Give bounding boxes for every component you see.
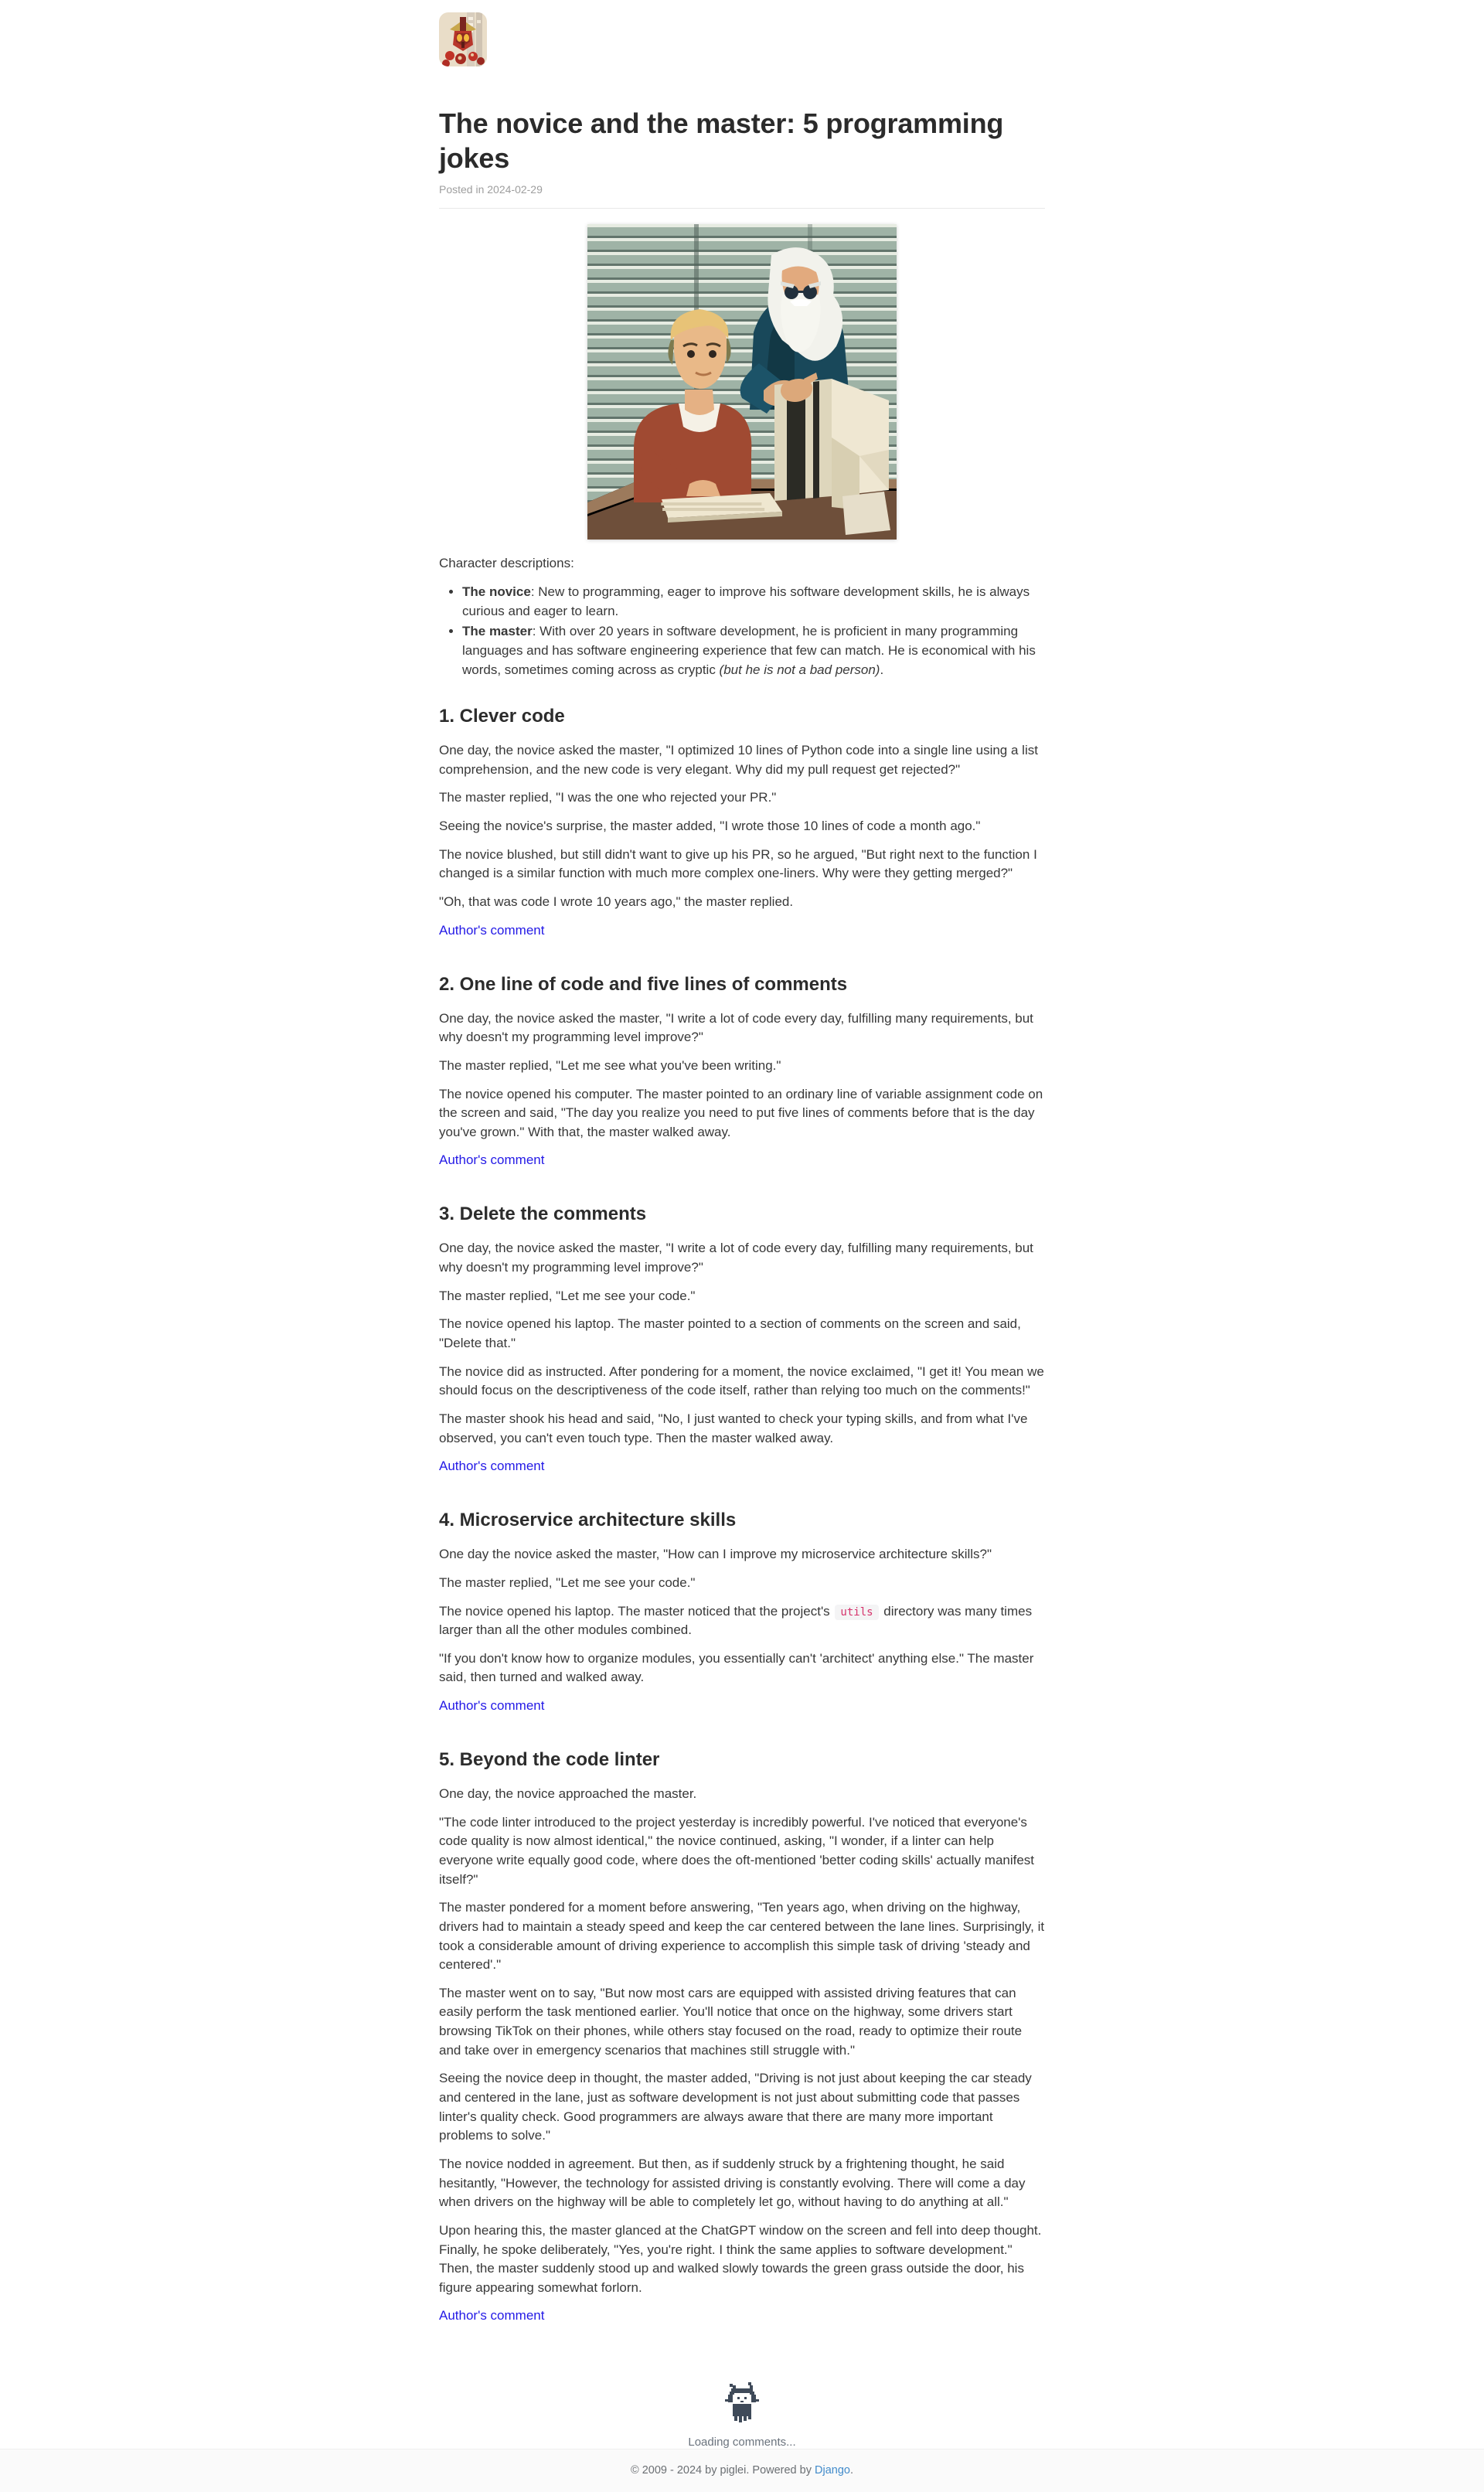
paragraph: The novice opened his laptop. The master pointed to a section of comments on the screen and said, "Delete that."	[439, 1316, 1021, 1351]
authors-comment-link[interactable]: Author's comment	[439, 1698, 545, 1714]
divider	[439, 208, 1045, 209]
section-paragraphs	[439, 741, 1045, 911]
paragraph: The master replied, "Let me see your code."	[439, 1288, 696, 1303]
site-header	[439, 0, 1045, 70]
paragraph: "Oh, that was code I wrote 10 years ago," the master replied.	[439, 894, 794, 909]
intro-text: Character descriptions:	[439, 556, 574, 571]
paragraph: The novice opened his laptop. The master noticed that the project's utils directory was many times larger than all the other modules combined.	[439, 1603, 1033, 1638]
authors-comment-link[interactable]: Author's comment	[439, 1459, 545, 1474]
paragraph: The novice opened his computer. The master pointed to an ordinary line of variable assignment code on the screen and said, "The day you realize you need to put five lines of comments before that is the day you've grown." With that, the master walked away.	[439, 1086, 1043, 1139]
italic-text: (but he is not a bad person)	[719, 662, 880, 677]
paragraph: The master replied, "I was the one who rejected your PR."	[439, 790, 777, 805]
comments-loading	[439, 2382, 1045, 2449]
paragraph: One day, the novice approached the master.	[439, 1786, 697, 1802]
section-paragraphs	[439, 1239, 1045, 1448]
section-paragraphs	[439, 1545, 1045, 1687]
site-logo[interactable]	[439, 12, 487, 66]
paragraph: The novice did as instructed. After pondering for a moment, the novice exclaimed, "I get it! You mean we should focus on the descriptiveness of the code itself, rather than relying too much on the comments!"	[439, 1363, 1044, 1398]
loading-comments-text: Loading comments...	[688, 2436, 796, 2449]
authors-comment-link[interactable]: Author's comment	[439, 922, 545, 938]
section-heading: 3. Delete the comments	[439, 1203, 647, 1225]
paragraph: The novice nodded in agreement. But then, as if suddenly struck by a frightening thought, he said hesitantly, "However, the technology for assisted driving is constantly evolving. There will come a day when drivers on the highway will be able to completely let go, without having to do anything at all."	[439, 2156, 1026, 2210]
cat-mascot-icon	[725, 2382, 759, 2428]
section-paragraphs	[439, 1009, 1045, 1142]
paragraph: The master went on to say, "But now most cars are equipped with assisted driving features that can easily perform the task mentioned earlier. You'll notice that once on the highway, some drivers start browsing TikTok on their phones, while others stay focused on the road, ready to optimize their route and take over in emergency scenarios that machines still struggle with."	[439, 1985, 1023, 2058]
paragraph: Seeing the novice deep in thought, the master added, "Driving is not just about keeping the car steady and centered in the lane, just as software development is not just about submitting code that passes linter's quality check. Good programmers are always aware that there are many more important problems to solve."	[439, 2071, 1032, 2143]
hero-figure	[439, 224, 1045, 543]
site-logo-image	[439, 12, 487, 66]
paragraph: The master replied, "Let me see your code."	[439, 1575, 696, 1590]
paragraph: One day, the novice asked the master, "I optimized 10 lines of Python code into a single line using a list comprehension, and the new code is very elegant. Why did my pull request get rejected?"	[439, 743, 1038, 777]
inline-code: utils	[835, 1605, 878, 1620]
bold-text: The master	[462, 624, 533, 639]
joke-section	[439, 1510, 1045, 1723]
paragraph: Seeing the novice's surprise, the master added, "I wrote those 10 lines of code a month ago."	[439, 819, 981, 834]
authors-comment-link[interactable]: Author's comment	[439, 2308, 545, 2323]
post-date: Posted in 2024-02-29	[439, 183, 543, 196]
footer-copyright: © 2009 - 2024 by piglei. Powered by	[631, 2464, 815, 2477]
authors-comment-link[interactable]: Author's comment	[439, 1152, 545, 1168]
section-heading: 1. Clever code	[439, 706, 565, 727]
paragraph: The novice blushed, but still didn't want to give up his PR, so he argued, "But right next to the function I changed is a similar function with much more complex one-liners. Why were they getting merged?"	[439, 846, 1037, 881]
joke-section	[439, 1749, 1045, 2333]
blog-post	[439, 106, 1045, 2333]
footer-period: .	[849, 2464, 853, 2477]
footer-text	[0, 2464, 1484, 2477]
bold-text: The novice	[462, 584, 531, 599]
main-content	[439, 70, 1045, 2449]
page-title: The novice and the master: 5 programming jokes	[439, 107, 1004, 174]
joke-section	[439, 706, 1045, 947]
paragraph: One day, the novice asked the master, "I write a lot of code every day, fulfilling many requirements, but why doesn't my programming level improve?"	[439, 1241, 1033, 1275]
section-heading: 2. One line of code and five lines of comments	[439, 973, 848, 995]
section-heading: 4. Microservice architecture skills	[439, 1510, 737, 1531]
paragraph: "The code linter introduced to the project yesterday is incredibly powerful. I've noticed that everyone's code quality is now almost identical," the novice continued, asking, "I wonder, if a linter can help everyone write equally good code, where does the oft-mentioned 'better coding skills' actually manifest itself?"	[439, 1814, 1035, 1887]
character-item: • The master: With over 20 years in software development, he is proficient in many programming languages and has software engineering experience that few can match. He is economical with his words, sometimes coming across as cryptic (but he is not a bad person).	[462, 622, 1045, 679]
paragraph: The master pondered for a moment before answering, "Ten years ago, when driving on the highway, drivers had to maintain a steady speed and keep the car centered between the lane lines. Surprisingly, it took a considerable amount of driving experience to accomplish this simple task of driving 'steady and centered'."	[439, 1900, 1045, 1973]
hero-illustration-image	[587, 224, 897, 540]
paragraph: "If you don't know how to organize modules, you essentially can't 'architect' anything else." The master said, then turned and walked away.	[439, 1650, 1034, 1685]
django-link[interactable]: Django	[815, 2464, 850, 2477]
hero-illustration	[587, 224, 897, 540]
joke-section	[439, 1203, 1045, 1483]
character-item: • The novice: New to programming, eager to improve his software development skills, he is always curious and eager to learn.	[462, 583, 1045, 621]
paragraph: The master replied, "Let me see what you've been writing."	[439, 1057, 781, 1073]
paragraph: One day, the novice asked the master, "I write a lot of code every day, fulfilling many requirements, but why doesn't my programming level improve?"	[439, 1010, 1033, 1045]
character-list	[439, 583, 1045, 679]
paragraph: The master shook his head and said, "No, I just wanted to check your typing skills, and from what I've observed, you can't even touch type. Then the master walked away.	[439, 1411, 1028, 1445]
sections	[439, 706, 1045, 2333]
paragraph: One day the novice asked the master, "How can I improve my microservice architecture skills?"	[439, 1547, 992, 1562]
cat-mascot-image	[725, 2382, 759, 2424]
paragraph: Upon hearing this, the master glanced at the ChatGPT window on the screen and fell into deep thought. Finally, he spoke deliberately, "Yes, you're right. I think the same applies to software development." Then, the master suddenly stood up and walked slowly towards the green grass outside the door, his figure appearing somewhat forlorn.	[439, 2222, 1042, 2295]
joke-section	[439, 974, 1045, 1178]
section-paragraphs	[439, 1785, 1045, 2297]
section-heading: 5. Beyond the code linter	[439, 1749, 660, 1771]
